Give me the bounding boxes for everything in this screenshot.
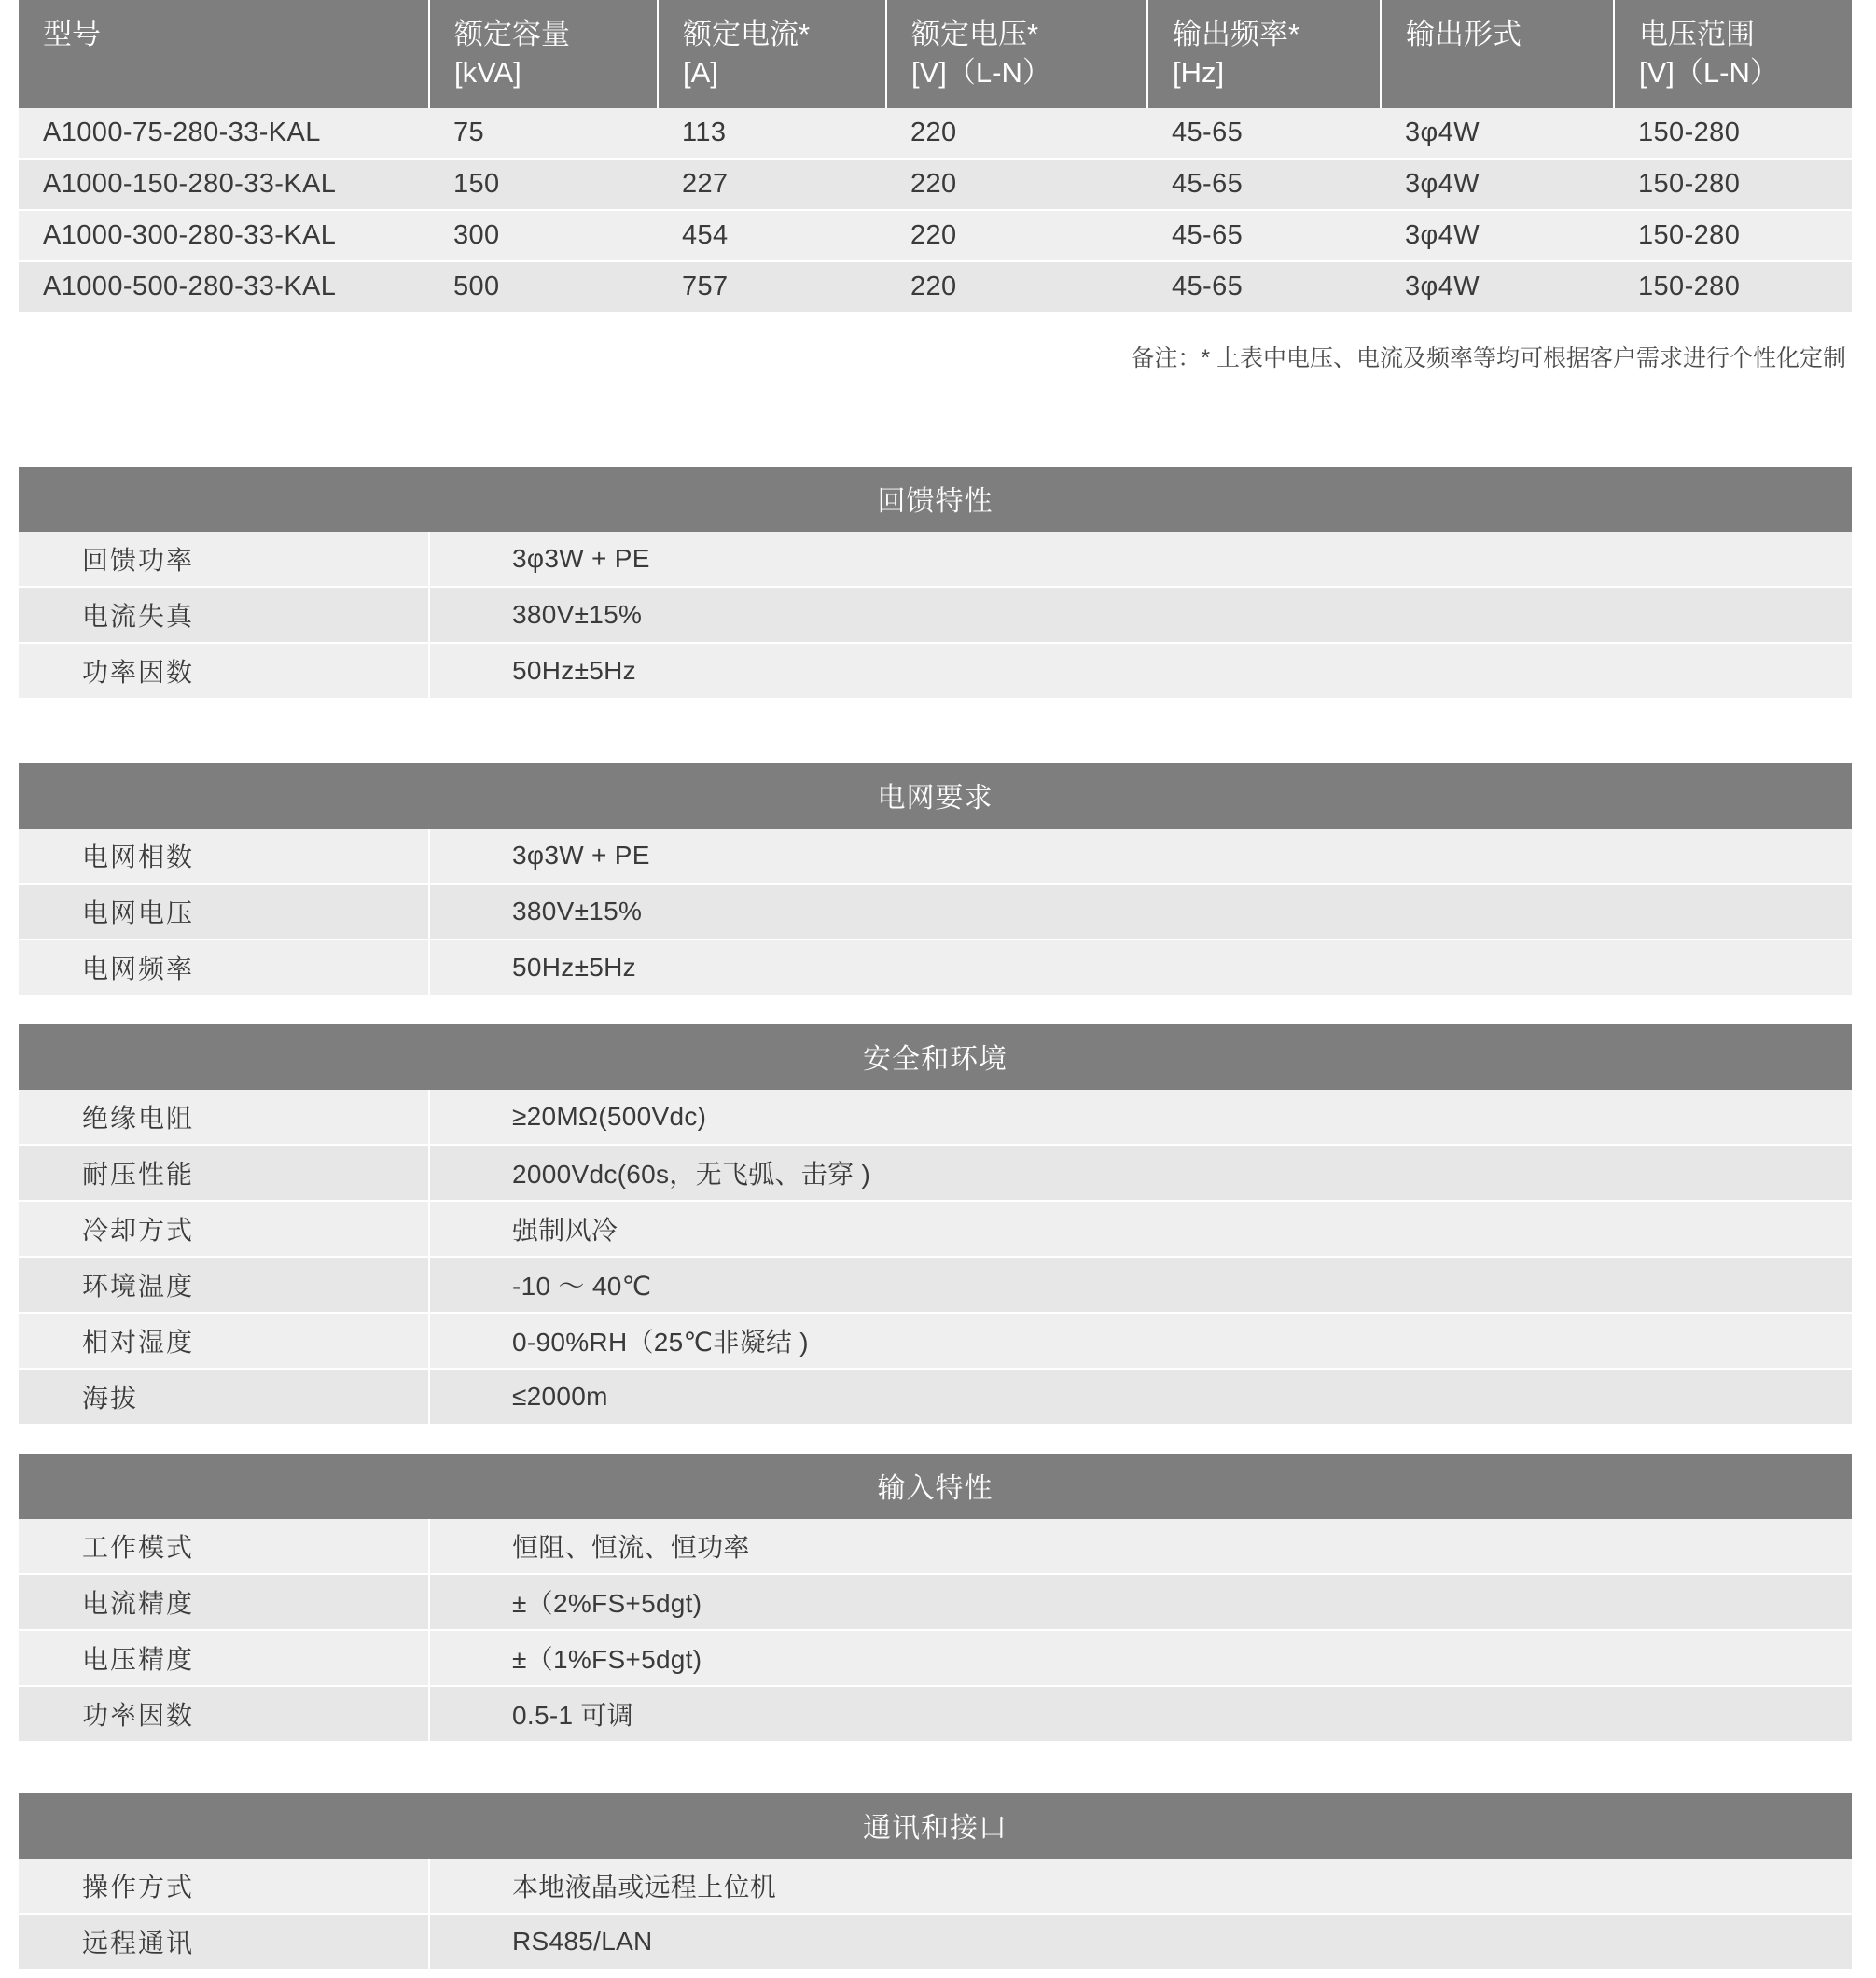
table-row [19, 1859, 1852, 1914]
cell-rated-current: 757 [658, 261, 886, 312]
row-key: 耐压性能 [19, 1145, 429, 1201]
cell-output-type: 3φ4W [1381, 159, 1614, 210]
cell-rated-voltage: 220 [886, 261, 1147, 312]
table-header-row [19, 0, 1852, 108]
cell-voltage-range: 150-280 [1614, 210, 1852, 261]
cell-rated-voltage: 220 [886, 108, 1147, 159]
table-row [19, 1630, 1852, 1686]
cell-voltage-range: 150-280 [1614, 108, 1852, 159]
row-key: 回馈功率 [19, 532, 429, 587]
section-title: 回馈特性 [19, 467, 1852, 532]
table-row [19, 940, 1852, 995]
row-key: 操作方式 [19, 1859, 429, 1914]
cell-model: A1000-300-280-33-KAL [19, 210, 429, 261]
table-row [19, 210, 1852, 261]
table-row [19, 261, 1852, 312]
column-header-voltage-range [1614, 0, 1852, 108]
column-header-output-frequency [1147, 0, 1381, 108]
column-header-line1: 输出形式 [1406, 18, 1522, 50]
table-row [19, 884, 1852, 940]
cell-rated-voltage: 220 [886, 210, 1147, 261]
row-value: ±（1%FS+5dgt) [429, 1630, 1852, 1686]
row-key: 电流失真 [19, 587, 429, 643]
column-header-output-type [1381, 0, 1614, 108]
column-header-model [19, 0, 429, 108]
column-header-rated-voltage [886, 0, 1147, 108]
table-row [19, 1201, 1852, 1257]
column-header-line2: [V]（L-N） [1639, 56, 1779, 90]
row-value: 0.5-1 可调 [429, 1686, 1852, 1741]
row-value: 恒阻、恒流、恒功率 [429, 1519, 1852, 1574]
row-value: 3φ3W + PE [429, 829, 1852, 884]
row-value: 本地液晶或远程上位机 [429, 1859, 1852, 1914]
row-value: 强制风冷 [429, 1201, 1852, 1257]
table-row [19, 1145, 1852, 1201]
row-value: ≤2000m [429, 1369, 1852, 1424]
row-key: 电压精度 [19, 1630, 429, 1686]
cell-rated-capacity: 300 [429, 210, 658, 261]
row-key: 冷却方式 [19, 1201, 429, 1257]
spec-table-body [19, 108, 1852, 312]
row-key: 功率因数 [19, 1686, 429, 1741]
row-key: 相对湿度 [19, 1313, 429, 1369]
cell-voltage-range: 150-280 [1614, 159, 1852, 210]
column-header-line2: [A] [683, 56, 718, 90]
row-value: 380V±15% [429, 587, 1852, 643]
cell-output-frequency: 45-65 [1147, 261, 1381, 312]
section-table [19, 829, 1852, 995]
table-row [19, 532, 1852, 587]
column-header-line2: [kVA] [454, 56, 521, 90]
cell-rated-capacity: 500 [429, 261, 658, 312]
row-key: 工作模式 [19, 1519, 429, 1574]
table-row [19, 643, 1852, 698]
cell-output-frequency: 45-65 [1147, 159, 1381, 210]
table-row [19, 1519, 1852, 1574]
column-header-line1: 额定容量 [454, 18, 570, 50]
row-key: 电网电压 [19, 884, 429, 940]
section-title: 电网要求 [19, 763, 1852, 829]
section-safety-environment [19, 1024, 1852, 1424]
row-key: 绝缘电阻 [19, 1090, 429, 1145]
section-table [19, 1859, 1852, 1969]
table-row [19, 1914, 1852, 1969]
row-key: 功率因数 [19, 643, 429, 698]
cell-model: A1000-500-280-33-KAL [19, 261, 429, 312]
table-row [19, 1574, 1852, 1630]
row-value: 50Hz±5Hz [429, 940, 1852, 995]
table-row [19, 829, 1852, 884]
row-key: 远程通讯 [19, 1914, 429, 1969]
table-row [19, 1313, 1852, 1369]
table-row [19, 1257, 1852, 1313]
spec-table-header [19, 0, 1852, 108]
section-title: 输入特性 [19, 1454, 1852, 1519]
section-grid-requirements [19, 763, 1852, 995]
column-header-line2: [V]（L-N） [911, 56, 1051, 90]
model-spec-table [19, 0, 1852, 312]
row-value: ≥20MΩ(500Vdc) [429, 1090, 1852, 1145]
cell-rated-current: 454 [658, 210, 886, 261]
row-key: 电流精度 [19, 1574, 429, 1630]
table-footnote: 备注：* 上表中电压、电流及频率等均可根据客户需求进行个性化定制 [1131, 345, 1846, 372]
column-header-line1: 型号 [43, 18, 101, 50]
cell-output-frequency: 45-65 [1147, 108, 1381, 159]
cell-voltage-range: 150-280 [1614, 261, 1852, 312]
section-feedback-characteristics [19, 467, 1852, 698]
table-row [19, 1090, 1852, 1145]
row-key: 环境温度 [19, 1257, 429, 1313]
cell-rated-voltage: 220 [886, 159, 1147, 210]
row-value: -10 ～ 40℃ [429, 1257, 1852, 1313]
section-table [19, 1090, 1852, 1424]
cell-output-type: 3φ4W [1381, 108, 1614, 159]
column-header-rated-current [658, 0, 886, 108]
column-header-line1: 额定电压* [911, 18, 1039, 50]
table-row [19, 587, 1852, 643]
table-row [19, 1686, 1852, 1741]
row-value: 2000Vdc(60s，无飞弧、击穿 ) [429, 1145, 1852, 1201]
cell-rated-current: 227 [658, 159, 886, 210]
table-row [19, 159, 1852, 210]
section-table [19, 1519, 1852, 1741]
row-value: 3φ3W + PE [429, 532, 1852, 587]
column-header-rated-capacity [429, 0, 658, 108]
section-communication-interface [19, 1793, 1852, 1969]
row-value: 0-90%RH（25℃非凝结 ) [429, 1313, 1852, 1369]
row-value: 380V±15% [429, 884, 1852, 940]
row-key: 海拔 [19, 1369, 429, 1424]
section-input-characteristics [19, 1454, 1852, 1741]
cell-output-type: 3φ4W [1381, 261, 1614, 312]
section-title: 安全和环境 [19, 1024, 1852, 1090]
cell-output-type: 3φ4W [1381, 210, 1614, 261]
section-title: 通讯和接口 [19, 1793, 1852, 1859]
row-key: 电网相数 [19, 829, 429, 884]
row-value: RS485/LAN [429, 1914, 1852, 1969]
row-value: 50Hz±5Hz [429, 643, 1852, 698]
cell-output-frequency: 45-65 [1147, 210, 1381, 261]
column-header-line1: 额定电流* [683, 18, 811, 50]
cell-rated-capacity: 150 [429, 159, 658, 210]
row-key: 电网频率 [19, 940, 429, 995]
column-header-line1: 输出频率* [1173, 18, 1300, 50]
column-header-line1: 电压范围 [1639, 18, 1755, 50]
cell-model: A1000-75-280-33-KAL [19, 108, 429, 159]
table-row [19, 108, 1852, 159]
cell-model: A1000-150-280-33-KAL [19, 159, 429, 210]
table-row [19, 1369, 1852, 1424]
cell-rated-current: 113 [658, 108, 886, 159]
section-table [19, 532, 1852, 698]
cell-rated-capacity: 75 [429, 108, 658, 159]
row-value: ±（2%FS+5dgt) [429, 1574, 1852, 1630]
column-header-line2: [Hz] [1173, 56, 1225, 90]
